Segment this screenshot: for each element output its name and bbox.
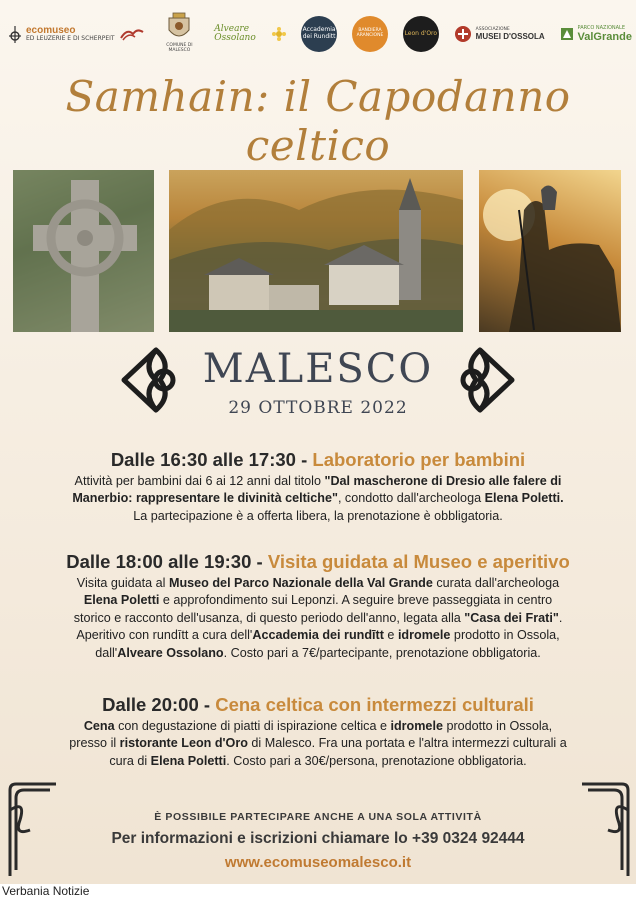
ecomuseo-symbol-icon bbox=[8, 24, 22, 44]
event-heading bbox=[14, 694, 622, 716]
poster-title: Samhain: il Capodanno celtico bbox=[65, 72, 571, 170]
event-time: Dalle 20:00 - bbox=[102, 694, 211, 715]
description-line: La partecipazione è a offerta libera, la prenotazione è obbligatoria. bbox=[133, 508, 503, 523]
ecomuseo-name: ecomuseo bbox=[26, 25, 76, 37]
musei-emblem-icon bbox=[454, 25, 472, 43]
description-line: Attività per bambini dai 6 ai 12 anni dal titolo "Dal mascherone di Dresio alle falere di bbox=[74, 474, 562, 488]
comune-name: COMUNE DI MALESCO bbox=[166, 43, 193, 54]
leon-name: Leon d'Oro bbox=[404, 29, 438, 37]
flower-icon bbox=[272, 27, 286, 41]
description-line: presso il ristorante Leon d'Oro di Malesco. Fra una portata e l'altra intermezzi culturali a bbox=[69, 736, 567, 751]
celtic-knot-left-icon bbox=[120, 344, 192, 416]
celtic-knot-right-icon bbox=[444, 344, 516, 416]
event-name: Cena celtica con intermezzi culturali bbox=[215, 694, 534, 715]
event-heading bbox=[14, 551, 622, 573]
source-caption: Verbania Notizie bbox=[2, 884, 90, 898]
alveare-name: Alveare Ossolano bbox=[214, 24, 256, 43]
event-description bbox=[14, 575, 622, 662]
event-time: Dalle 18:00 alle 19:30 - bbox=[66, 551, 263, 572]
bandiera-arancione-logo bbox=[352, 12, 388, 56]
ecomuseo-subtitle: ED LEUZERIE E DI SCHERPEIT bbox=[26, 35, 115, 43]
musei-top: ASSOCIAZIONE bbox=[475, 26, 510, 32]
accademia-name: Accademia dei Runditt bbox=[302, 26, 336, 40]
warrior-silhouette-icon bbox=[479, 170, 621, 332]
description-line: Manerbio: rappresentare le divinità celtiche", condotto dall'archeologa Elena Poletti. bbox=[72, 491, 564, 506]
contact-phone: Per informazioni e iscrizioni chiamare lo +39 0324 92444 bbox=[111, 830, 525, 847]
coat-of-arms-icon bbox=[166, 12, 192, 42]
event-description bbox=[14, 718, 622, 770]
valgrande-logo bbox=[560, 12, 632, 56]
event-heading bbox=[14, 449, 622, 471]
sponsor-logos bbox=[8, 10, 632, 58]
description-line: dall'Alveare Ossolano. Costo pari a 7€/partecipante, prenotazione obbligatoria. bbox=[95, 645, 541, 660]
description-line: storico e racconto dell'usanza, di questo periodo dell'anno, legata alla "Casa dei Frati". bbox=[73, 610, 563, 625]
hand-mark-icon bbox=[119, 26, 145, 42]
event-name: Visita guidata al Museo e aperitivo bbox=[267, 551, 570, 572]
musei-ossola-logo bbox=[454, 12, 545, 56]
event-location: MALESCO bbox=[202, 346, 434, 392]
event-name: Laboratorio per bambini bbox=[312, 449, 526, 470]
celtic-cross-icon bbox=[13, 170, 154, 332]
musei-name: MUSEI D'OSSOLA bbox=[475, 32, 545, 42]
celtic-cross-photo bbox=[13, 170, 154, 332]
valgrande-name: ValGrande bbox=[577, 31, 632, 43]
website-link[interactable]: www.ecomuseomalesco.it bbox=[224, 854, 412, 871]
valgrande-top: PARCO NAZIONALE bbox=[577, 25, 625, 31]
description-line: Elena Poletti e approfondimento sui Leponzi. A seguire breve passeggiata in centro bbox=[83, 593, 553, 608]
event-time: Dalle 16:30 alle 17:30 - bbox=[110, 449, 308, 470]
description-line: Cena con degustazione di piatti di ispirazione celtica e idromele prodotto in Ossola, bbox=[83, 719, 553, 733]
description-line: Aperitivo con rundītt a cura dell'Accademia dei rundītt e idromele prodotto in Ossola, bbox=[76, 628, 560, 643]
description-line: Visita guidata al Museo del Parco Nazionale della Val Grande curata dall'archeologa bbox=[76, 576, 560, 590]
event-description bbox=[14, 473, 622, 525]
event-celtic-dinner bbox=[14, 694, 622, 770]
malesco-village-photo bbox=[169, 170, 463, 332]
bandiera-name: BANDIERA ARANCIONE bbox=[356, 28, 384, 38]
village-scene-icon bbox=[169, 170, 463, 332]
alveare-logo bbox=[214, 12, 286, 56]
park-leaf-icon bbox=[560, 27, 574, 41]
celtic-warrior-photo bbox=[479, 170, 621, 332]
description-line: cura di Elena Poletti. Costo pari a 30€/persona, prenotazione obbligatoria. bbox=[109, 753, 527, 768]
accademia-logo bbox=[301, 12, 337, 56]
leon-doro-logo bbox=[403, 12, 439, 56]
single-activity-note: È POSSIBILE PARTECIPARE ANCHE A UNA SOLA ATTIVITÀ bbox=[154, 811, 482, 823]
event-guided-tour bbox=[14, 551, 622, 662]
comune-logo bbox=[159, 12, 199, 56]
ecomuseo-logo bbox=[8, 12, 145, 56]
event-workshop bbox=[14, 449, 622, 525]
event-date: 29 OTTOBRE 2022 bbox=[228, 398, 408, 418]
